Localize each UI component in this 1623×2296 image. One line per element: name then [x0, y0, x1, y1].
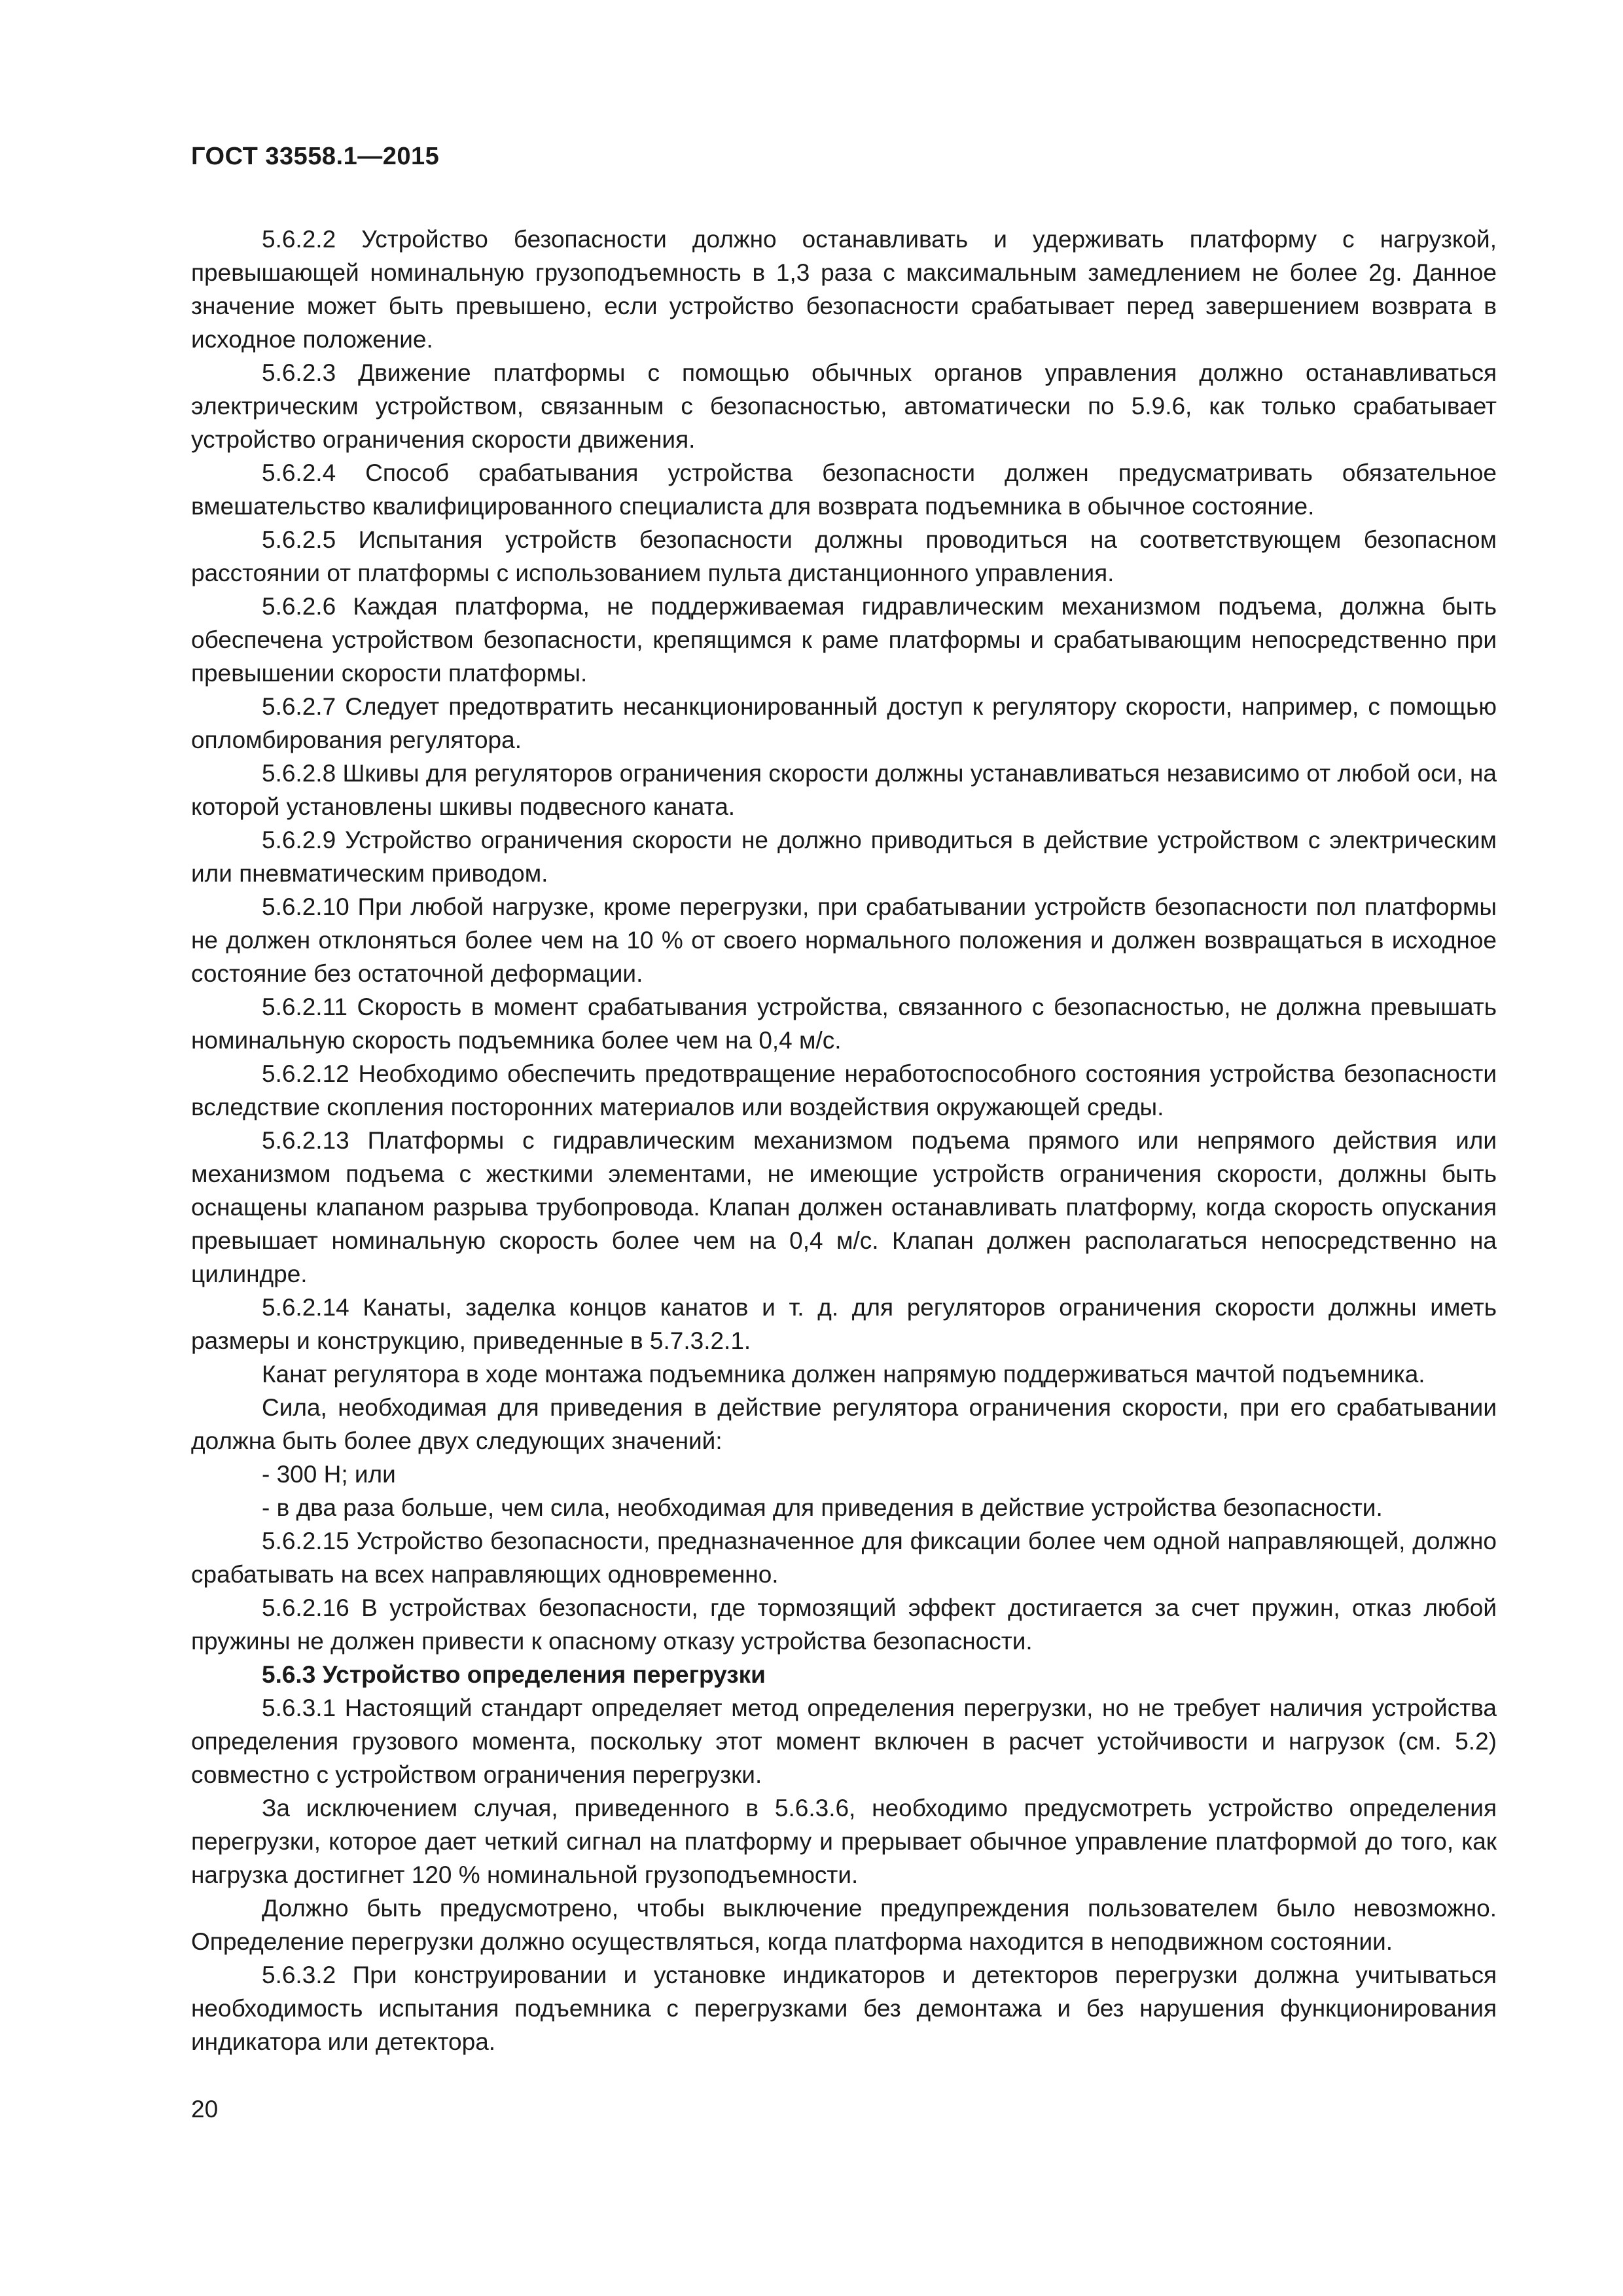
document-body: [191, 223, 1497, 2058]
paragraph-5-6-2-12: 5.6.2.12 Необходимо обеспечить предотвращение неработоспособного состояния устройства безопасности вследствие скопления посторонних материалов или воздействия окружающей среды.: [191, 1060, 1497, 1121]
paragraph-5-6-2-11: 5.6.2.11 Скорость в момент срабатывания устройства, связанного с безопасностью, не должна превышать номинальную скорость подъемника более чем на 0,4 м/с.: [191, 994, 1497, 1054]
paragraph-5-6-2-15: 5.6.2.15 Устройство безопасности, предназначенное для фиксации более чем одной направляющей, должно срабатывать на всех направляющих одновременно.: [191, 1528, 1497, 1588]
paragraph-warning-disable: Должно быть предусмотрено, чтобы выключение предупреждения пользователем было невозможно. Определение перегрузки должно осуществляться, когда платформа находится в неподвижном состоянии.: [191, 1895, 1497, 1955]
paragraph-actuation-force: Сила, необходимая для приведения в действие регулятора ограничения скорости, при его срабатывании должна быть более двух следующих значений:: [191, 1394, 1497, 1454]
paragraph-5-6-2-10: 5.6.2.10 При любой нагрузке, кроме перегрузки, при срабатывании устройств безопасности пол платформы не должен отклоняться более чем на 10 % от своего нормального положения и должен возвращаться в исходное состояние без остаточной деформации.: [191, 893, 1497, 987]
paragraph-5-6-2-14: 5.6.2.14 Канаты, заделка концов канатов и т. д. для регуляторов ограничения скорости должны иметь размеры и конструкцию, приведенные в 5.7.3.2.1.: [191, 1294, 1497, 1354]
paragraph-5-6-2-5: 5.6.2.5 Испытания устройств безопасности должны проводиться на соответствующем безопасном расстоянии от платформы с использованием пульта дистанционного управления.: [191, 526, 1497, 586]
paragraph-5-6-2-7: 5.6.2.7 Следует предотвратить несанкционированный доступ к регулятору скорости, например, с помощью опломбирования регулятора.: [191, 693, 1497, 753]
page-number: 20: [191, 2096, 219, 2123]
paragraph-5-6-2-6: 5.6.2.6 Каждая платформа, не поддерживаемая гидравлическим механизмом подъема, должна быть обеспечена устройством безопасности, крепящимся к раме платформы и срабатывающим непосредственно при превышении скорости платформы.: [191, 593, 1497, 687]
document-code-header: ГОСТ 33558.1—2015: [191, 143, 440, 170]
paragraph-5-6-2-16: 5.6.2.16 В устройствах безопасности, где тормозящий эффект достигается за счет пружин, отказ любой пружины не должен привести к опасному отказу устройства безопасности.: [191, 1594, 1497, 1655]
paragraph-5-6-2-9: 5.6.2.9 Устройство ограничения скорости не должно приводиться в действие устройством с электрическим или пневматическим приводом.: [191, 827, 1497, 887]
list-item-double-force: - в два раза больше, чем сила, необходимая для приведения в действие устройства безопасности.: [262, 1494, 1383, 1521]
paragraph-5-6-2-13: 5.6.2.13 Платформы с гидравлическим механизмом подъема прямого или непрямого действия или механизмом подъема с жесткими элементами, не имеющие устройств ограничения скорости, должны быть оснащены клапаном разрыва трубопровода. Клапан должен останавливать платформу, когда скорость опускания превышает номинальную скорость более чем на 0,4 м/с. Клапан должен располагаться непосредственно на цилиндре.: [191, 1127, 1497, 1287]
document-page: [191, 0, 1497, 2296]
paragraph-overload-exception: За исключением случая, приведенного в 5.6.3.6, необходимо предусмотреть устройство определения перегрузки, которое дает четкий сигнал на платформу и прерывает обычное управление платформой до того, как нагрузка достигнет 120 % номинальной грузоподъемности.: [191, 1795, 1497, 1888]
paragraph-5-6-2-8: 5.6.2.8 Шкивы для регуляторов ограничения скорости должны устанавливаться независимо от любой оси, на которой установлены шкивы подвесного каната.: [191, 760, 1497, 820]
section-heading-5-6-3: 5.6.3 Устройство определения перегрузки: [262, 1661, 766, 1688]
paragraph-5-6-2-3: 5.6.2.3 Движение платформы с помощью обычных органов управления должно останавливаться электрическим устройством, связанным с безопасностью, автоматически по 5.9.6, как только срабатывает устройство ограничения скорости движения.: [191, 359, 1497, 453]
paragraph-5-6-2-4: 5.6.2.4 Способ срабатывания устройства безопасности должен предусматривать обязательное вмешательство квалифицированного специалиста для возврата подъемника в обычное состояние.: [191, 459, 1497, 520]
paragraph-regulator-rope: Канат регулятора в ходе монтажа подъемника должен напрямую поддерживаться мачтой подъемника.: [262, 1361, 1425, 1388]
list-item-300n: - 300 Н; или: [262, 1461, 396, 1488]
paragraph-5-6-3-2: 5.6.3.2 При конструировании и установке индикаторов и детекторов перегрузки должна учитываться необходимость испытания подъемника с перегрузками без демонтажа и без нарушения функционирования индикатора или детектора.: [191, 1962, 1497, 2055]
paragraph-5-6-3-1: 5.6.3.1 Настоящий стандарт определяет метод определения перегрузки, но не требует наличия устройства определения грузового момента, поскольку этот момент включен в расчет устойчивости и нагрузок (см. 5.2) совместно с устройством ограничения перегрузки.: [191, 1695, 1497, 1788]
paragraph-5-6-2-2: 5.6.2.2 Устройство безопасности должно останавливать и удерживать платформу с нагрузкой, превышающей номинальную грузоподъемность в 1,3 раза с максимальным замедлением не более 2g. Данное значение может быть превышено, если устройство безопасности срабатывает перед завершением возврата в исходное положение.: [191, 226, 1497, 353]
